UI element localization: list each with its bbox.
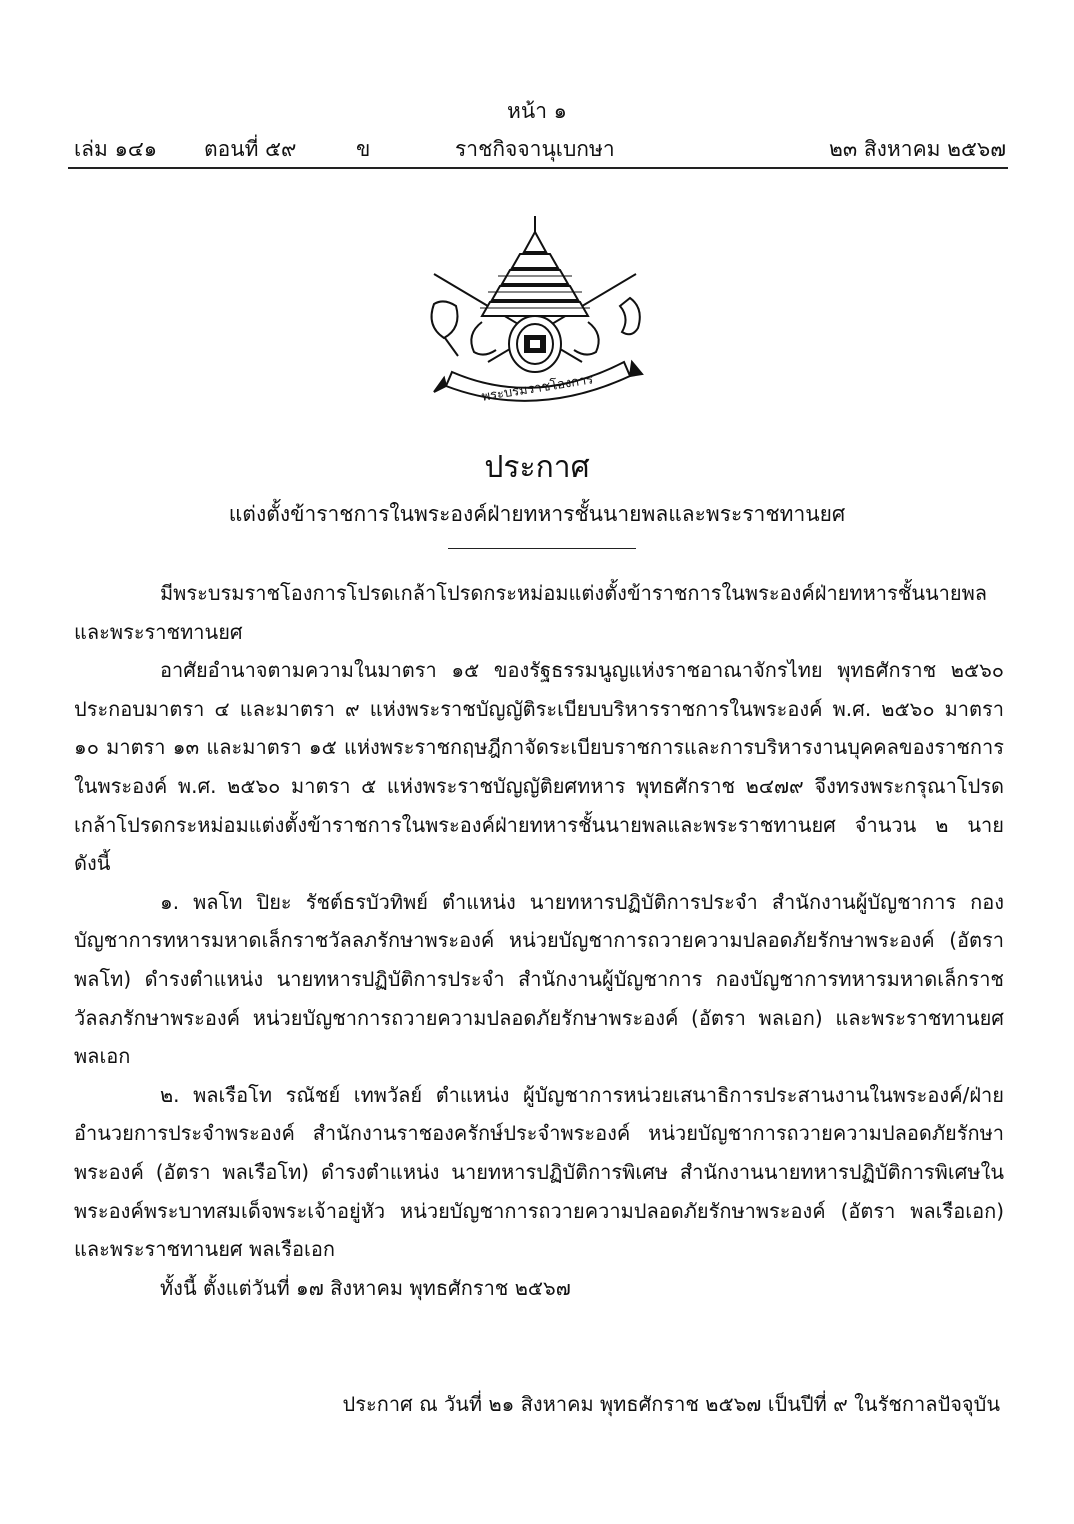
publication-name: ราชกิจจานุเบกษา — [455, 137, 615, 161]
emblem-inscription: พระบรมราชโองการ — [480, 372, 595, 405]
royal-emblem-icon — [412, 212, 658, 408]
body-paragraph: มีพระบรมราชโองการโปรดเกล้าโปรดกระหม่อมแต่งตั้งข้าราชการในพระองค์ฝ่ายทหารชั้นนายพลและพระราชทานยศ — [74, 581, 988, 644]
signoff-date-line: ประกาศ ณ วันที่ ๒๑ สิงหาคม พุทธศักราช ๒๕๖๗ เป็นปีที่ ๙ ในรัชกาลปัจจุบัน — [342, 1392, 1000, 1416]
header-divider — [68, 167, 1008, 169]
body-paragraph: อาศัยอำนาจตามความในมาตรา ๑๕ ของรัฐธรรมนูญแห่งราชอาณาจักรไทย พุทธศักราช ๒๕๖๐ ประกอบมาตรา ๔ และมาตรา ๙ แห่งพระราชบัญญัติระเบียบบริหารราชการในพระองค์ พ.ศ. ๒๕๖๐ มาตรา ๑๐ มาตรา ๑๓ และมาตรา ๑๕ แห่งพระราชกฤษฎีกาจัดระเบียบราชการและการบริหารงานบุคคลของราชการในพระองค์ พ.ศ. ๒๕๖๐ มาตรา ๕ แห่งพระราชบัญญัติยศทหาร พุทธศักราช ๒๔๗๙ จึงทรงพระกรุณาโปรดเกล้าโปรดกระหม่อมแต่งตั้งข้าราชการในพระองค์ฝ่ายทหารชั้นนายพลและพระราชทานยศ จำนวน ๒ นาย ดังนี้ — [74, 658, 1004, 876]
title-divider — [448, 548, 636, 549]
announcement-body — [74, 574, 1004, 1307]
body-paragraph: ๑. พลโท ปิยะ รัชต์ธรบัวทิพย์ ตำแหน่ง นายทหารปฏิบัติการประจำ สำนักงานผู้บัญชาการ กองบัญชาการทหารมหาดเล็กราชวัลลภรักษาพระองค์ หน่วยบัญชาการถวายความปลอดภัยรักษาพระองค์ (อัตรา พลโท) ดำรงตำแหน่ง นายทหารปฏิบัติการประจำ สำนักงานผู้บัญชาการ กองบัญชาการทหารมหาดเล็กราชวัลลภรักษาพระองค์ หน่วยบัญชาการถวายความปลอดภัยรักษาพระองค์ (อัตรา พลเอก) และพระราชทานยศ พลเอก — [74, 889, 1004, 1069]
announcement-subtitle: แต่งตั้งข้าราชการในพระองค์ฝ่ายทหารชั้นนายพลและพระราชทานยศ — [228, 502, 846, 526]
part-letter: ข — [356, 137, 371, 161]
page-number: หน้า ๑ — [507, 99, 567, 123]
body-paragraph: ทั้งนี้ ตั้งแต่วันที่ ๑๗ สิงหาคม พุทธศักราช ๒๕๖๗ — [160, 1275, 571, 1300]
announcement-title: ประกาศ — [484, 450, 590, 485]
section-number: ตอนที่ ๕๙ — [204, 137, 297, 161]
volume-number: เล่ม ๑๔๑ — [74, 137, 158, 161]
publication-date: ๒๓ สิงหาคม ๒๕๖๗ — [828, 137, 1006, 161]
body-paragraph: ๒. พลเรือโท รณัชย์ เทพวัลย์ ตำแหน่ง ผู้บัญชาการหน่วยเสนาธิการประสานงานในพระองค์/ฝ่ายอำนวยการประจำพระองค์ สำนักงานราชองครักษ์ประจำพระองค์ หน่วยบัญชาการถวายความปลอดภัยรักษาพระองค์ (อัตรา พลเรือโท) ดำรงตำแหน่ง นายทหารปฏิบัติการพิเศษ สำนักงานนายทหารปฏิบัติการพิเศษในพระองค์พระบาทสมเด็จพระเจ้าอยู่หัว หน่วยบัญชาการถวายความปลอดภัยรักษาพระองค์ (อัตรา พลเรือเอก) และพระราชทานยศ พลเรือเอก — [74, 1082, 1004, 1262]
